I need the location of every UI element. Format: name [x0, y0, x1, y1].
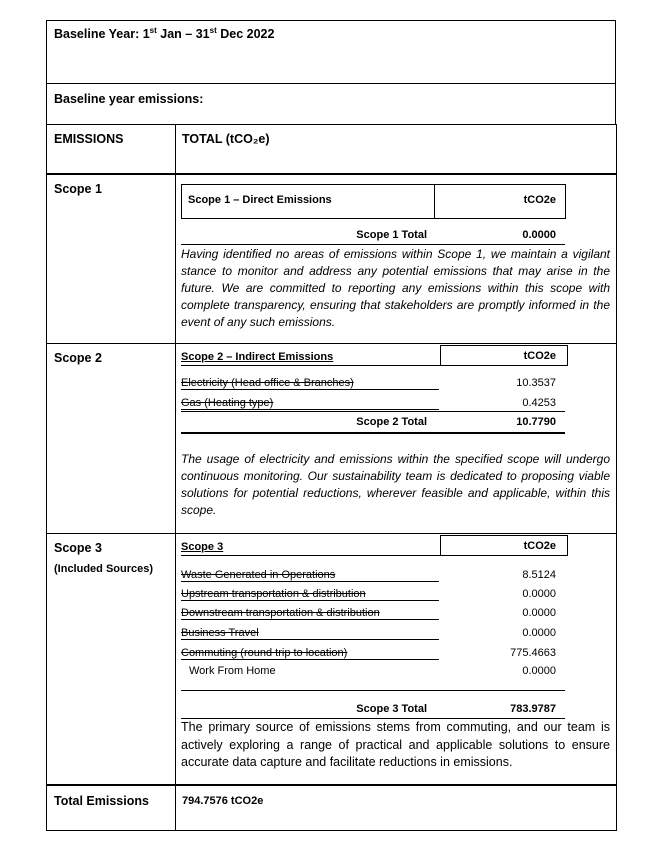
scope1-table-title: Scope 1 – Direct Emissions: [188, 194, 332, 206]
scope3-subtotal-line: [181, 690, 565, 691]
total-emissions-value: 794.7576 tCO2e: [182, 795, 264, 807]
scope2-row-name: Electricity (Head office & Branches): [181, 377, 354, 389]
baseline-year-label: Baseline Year: 1st Jan – 31st Dec 2022: [54, 25, 275, 41]
scope2-unit: tCO2e: [523, 350, 556, 362]
scope3-row-value: 0.0000: [522, 588, 556, 600]
scope2-subtotal-line: [181, 411, 565, 412]
scope3-row-name: Business Travel: [181, 627, 259, 639]
scope3-row-name: Downstream transportation & distribution: [181, 607, 380, 619]
scope2-row-line: [181, 389, 439, 390]
scope3-total-value: 783.9787: [510, 703, 556, 715]
scope1-row-divider: [46, 343, 617, 344]
scope3-row-value: 8.5124: [522, 569, 556, 581]
scope3-note: The primary source of emissions stems from commuting, and our team is actively exploring a range of practical and applicable solutions to ensure accurate data capture and facilitate reductions in emissions.: [181, 720, 610, 769]
scope1-unit: tCO2e: [523, 194, 556, 206]
scope1-total-line: [181, 244, 565, 245]
scope2-row-divider: [46, 533, 617, 534]
scope2-label: Scope 2: [54, 351, 102, 365]
scope3-row-line: [181, 600, 439, 601]
scope2-row-name: Gas (Heating type): [181, 397, 274, 409]
scope3-sublabel: (Included Sources): [54, 563, 154, 575]
column-divider: [175, 124, 176, 831]
scope3-row-value: 775.4663: [510, 647, 556, 659]
scope3-row-value: 0.0000: [522, 607, 556, 619]
emissions-column-header: EMISSIONS: [54, 132, 124, 146]
scope3-row-line: [181, 581, 439, 582]
scope3-title-line: [181, 555, 441, 556]
total-emissions-label: Total Emissions: [54, 794, 149, 808]
scope1-total-label: Scope 1 Total: [356, 229, 427, 241]
scope2-row-line: [181, 409, 439, 410]
scope3-total-label: Scope 3 Total: [356, 703, 427, 715]
scope3-row-line: [181, 639, 439, 640]
scope3-row-value: 0.0000: [522, 627, 556, 639]
emissions-heading: Baseline year emissions:: [54, 92, 204, 106]
scope3-unit: tCO2e: [523, 540, 556, 552]
scope3-wfh-value: 0.0000: [522, 665, 556, 677]
scope2-row-value: 10.3537: [516, 377, 556, 389]
scope2-total-value: 10.7790: [516, 416, 556, 428]
scope1-note: Having identified no areas of emissions within Scope 1, we maintain a vigilant stance to monitor and address any potential emissions that may arise in the future. We are committed to reporting any emissions within this scope with complete transparency, ensuring that stakeholders are promptly informed in the event of any such emissions.: [181, 247, 610, 329]
scope1-total-value: 0.0000: [522, 229, 556, 241]
scope3-row-line: [181, 659, 439, 660]
scope3-row-name: Commuting (round trip to location): [181, 647, 348, 659]
scope1-label: Scope 1: [54, 182, 102, 196]
scope3-row-divider: [46, 784, 617, 786]
scope3-wfh-name: Work From Home: [189, 665, 276, 677]
scope2-row-value: 0.4253: [522, 397, 556, 409]
scope3-row-name: Waste Generated in Operations: [181, 569, 336, 581]
scope2-total-line: [181, 432, 565, 434]
scope2-table-title: Scope 2 – Indirect Emissions: [181, 351, 334, 363]
total-column-header: TOTAL (tCO₂e): [182, 132, 270, 146]
scope3-label: Scope 3: [54, 541, 102, 555]
scope3-table-title: Scope 3: [181, 541, 224, 553]
scope3-row-line: [181, 619, 439, 620]
scope2-note: The usage of electricity and emissions within the specified scope will undergo continuous monitoring. Our sustainability team is dedicated to proposing viable solutions for potential reductions, wherever feasible and applicable, within this scope.: [181, 452, 610, 517]
header-row-divider: [46, 173, 617, 175]
scope2-title-line: [181, 365, 441, 366]
scope3-row-name: Upstream transportation & distribution: [181, 588, 366, 600]
scope2-total-label: Scope 2 Total: [356, 416, 427, 428]
